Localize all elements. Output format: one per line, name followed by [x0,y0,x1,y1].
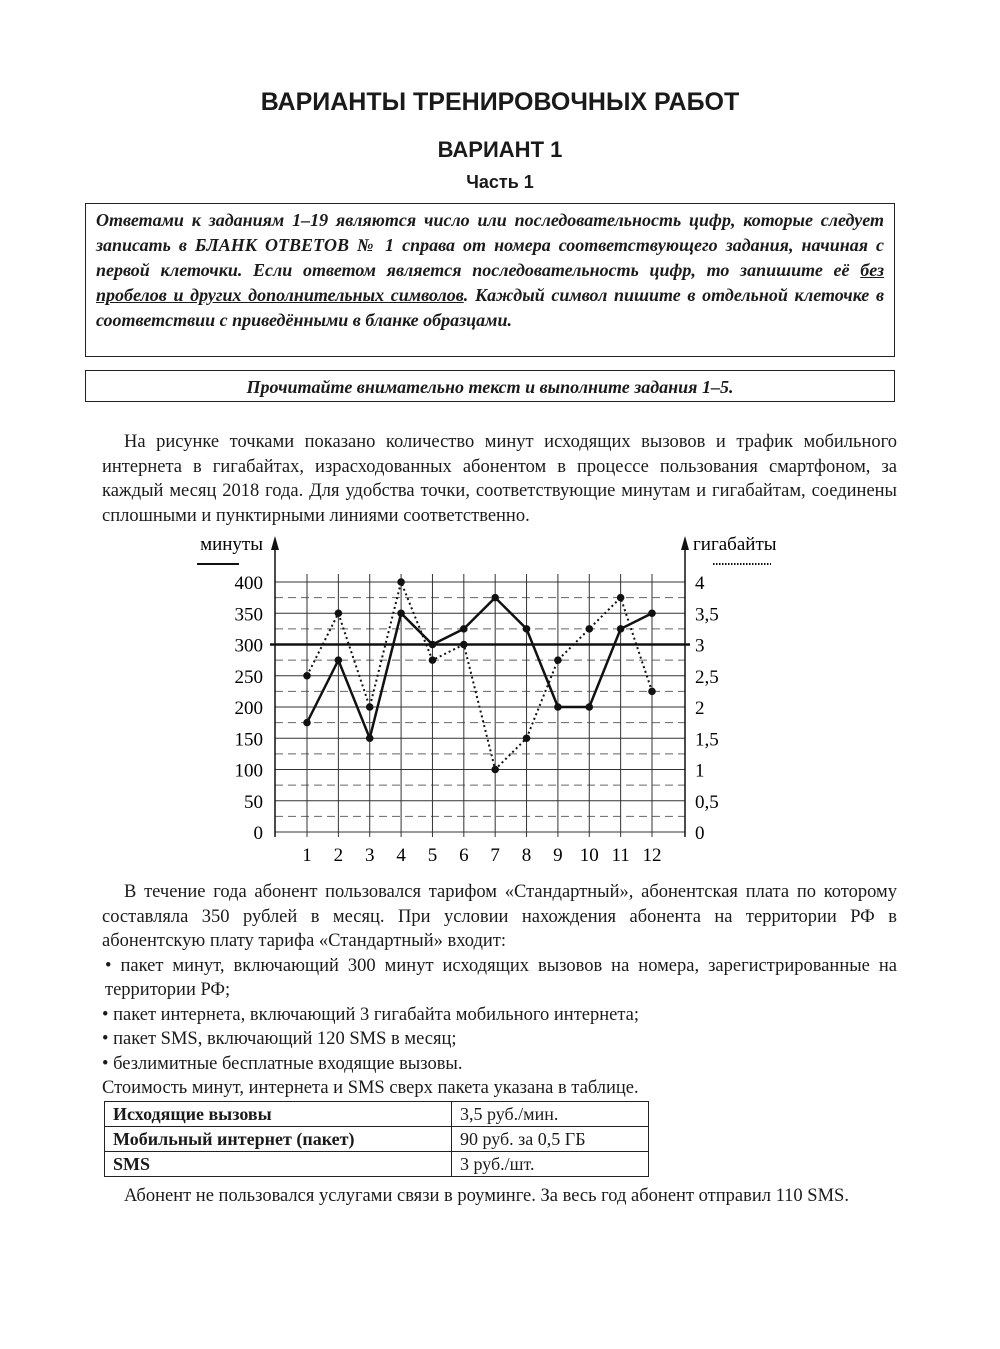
right-tick-label: 0,5 [695,791,719,813]
variant-heading: ВАРИАНТ 1 [437,137,563,162]
data-point [460,641,468,649]
table-row [105,1102,649,1127]
x-tick-label: 1 [302,845,312,866]
table-cell: Мобильный интернет (пакет) [105,1127,452,1152]
bullet-item: • пакет минут, включающий 300 минут исходящих вызовов на номера, зарегистрированные на территории РФ; [105,955,897,1000]
data-point [585,703,593,711]
data-point [554,656,562,664]
x-tick-label: 6 [459,845,469,866]
task-note: Прочитайте внимательно текст и выполните задания 1–5. [246,377,734,397]
left-tick-label: 50 [244,791,263,813]
right-axis-label: гигабайты [693,534,777,555]
left-tick-label: 150 [234,729,263,751]
instructions-underlined: без пробелов и других дополнительных символов [96,260,884,305]
data-point [648,609,656,617]
tariff-paragraph: В течение года абонент пользовался тарифом «Стандартный», абонентская плата по которому составляла 350 рублей в месяц. При условии нахождения абонента на территории РФ в абонентскую плату тарифа «Стандартный» входит: [102,882,897,951]
right-tick-label: 2,5 [695,666,719,688]
data-point [303,672,311,680]
data-point [460,625,468,633]
right-tick-label: 3,5 [695,604,719,626]
x-tick-label: 2 [333,845,344,866]
right-tick-label: 0 [695,823,705,844]
closing-text: Абонент не пользовался услугами связи в роуминге. За весь год абонент отправил 110 SMS. [124,1186,849,1206]
data-point [491,594,499,602]
left-tick-label: 200 [234,698,263,719]
left-tick-label: 250 [234,666,263,688]
x-tick-label: 9 [553,845,563,866]
right-axis-arrow-icon [681,536,689,550]
data-point [617,625,625,633]
bullet-item: • пакет SMS, включающий 120 SMS в месяц; [102,1029,457,1049]
x-tick-label: 8 [521,845,532,866]
data-point [491,766,499,774]
table-intro: Стоимость минут, интернета и SMS сверх пакета указана в таблице. [102,1078,639,1098]
x-tick-label: 3 [364,845,375,866]
left-tick-label: 0 [253,823,263,844]
data-point [366,703,374,711]
x-tick-label: 4 [396,845,406,866]
data-point [523,734,531,742]
data-point [429,656,437,664]
instructions-box [85,203,895,357]
data-point [335,609,343,617]
data-point [397,609,405,617]
part-heading: Часть 1 [466,172,534,192]
instructions-text-end: . Каждый символ пишите в отдельной клеточке в соответствии с приведёнными в бланке образцами. [96,285,884,330]
task-note-box [85,370,895,402]
data-point [366,734,374,742]
table-cell: 3,5 руб./мин. [452,1102,649,1127]
right-tick-label: 1,5 [695,729,719,751]
table-cell: Исходящие вызовы [105,1102,452,1127]
tariff-description [102,880,897,1101]
x-tick-label: 11 [611,845,630,866]
bullet-item: • пакет интернета, включающий 3 гигабайта мобильного интернета; [102,1004,640,1025]
page-title: ВАРИАНТЫ ТРЕНИРОВОЧНЫХ РАБОТ [260,88,740,116]
x-tick-label: 10 [579,845,599,866]
x-tick-label: 12 [642,845,662,866]
left-tick-label: 350 [234,604,263,626]
table-cell: 3 руб./шт. [452,1152,649,1177]
right-tick-label: 1 [695,760,705,782]
table-cell: SMS [105,1152,452,1177]
usage-chart [180,528,820,873]
data-point [648,688,656,696]
data-point [554,703,562,711]
data-point [429,641,437,649]
table-row [105,1152,649,1177]
intro-text: На рисунке точками показано количество минут исходящих вызовов и трафик мобильного интернета в гигабайтах, израсходованных абонентом в процессе пользования смартфоном, за каждый месяц 2018 года. Для удобства точки, соответствующие минутам и гигабайтам, соединены сплошными и пунктирными линиями соответственно. [102,432,897,526]
left-tick-label: 400 [234,573,263,594]
data-point [585,625,593,633]
left-tick-label: 100 [234,760,263,782]
intro-paragraph [102,430,897,528]
x-tick-label: 5 [427,845,438,866]
right-tick-label: 4 [695,573,705,594]
x-tick-label: 7 [490,845,500,866]
data-point [617,594,625,602]
data-point [335,656,343,664]
table-row [105,1127,649,1152]
prices-table [104,1101,649,1177]
right-tick-label: 3 [695,635,705,657]
data-point [303,719,311,727]
closing-paragraph [102,1184,897,1209]
left-axis-arrow-icon [271,536,279,550]
instructions-text: Ответами к заданиям 1–19 являются число или последовательность цифр, которые следует записать в БЛАНК ОТВЕТОВ № 1 справа от номера соответствующего задания, начиная с первой клеточки. Если ответом является последовательность цифр, то запишите её [96,210,884,280]
bullet-item: • безлимитные бесплатные входящие вызовы. [102,1053,463,1074]
series-line-minutes [307,598,652,739]
table-cell: 90 руб. за 0,5 ГБ [452,1127,649,1152]
right-tick-label: 2 [695,698,705,719]
left-tick-label: 300 [234,635,263,657]
data-point [523,625,531,633]
left-axis-label: минуты [200,534,263,555]
data-point [397,578,405,586]
